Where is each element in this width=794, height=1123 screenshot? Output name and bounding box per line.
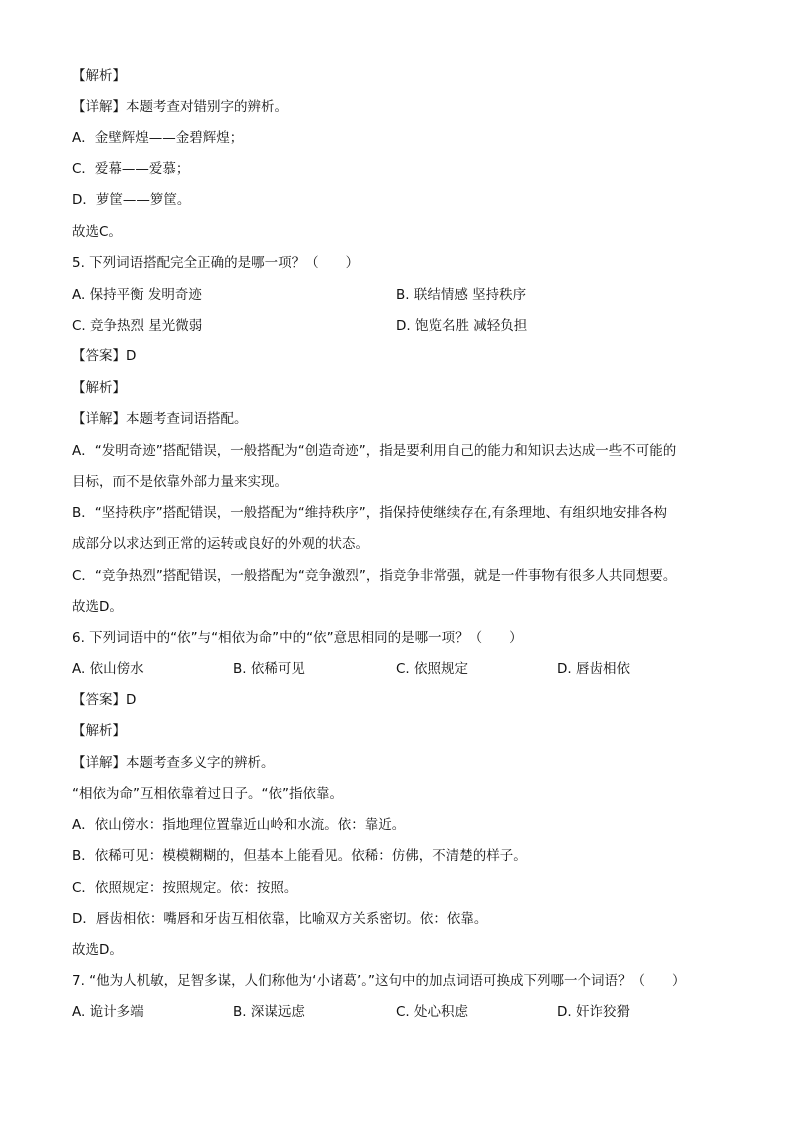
explanation-line: C．“竞争热烈”搭配错误，一般搭配为“竞争激烈”，指竞争非常强，就是一件事物有很多人共同想要。	[72, 568, 677, 584]
q5-option-b: B. 联结情感 坚持秩序	[396, 287, 527, 303]
detail-line: 【详解】本题考查对错别字的辨析。	[72, 99, 288, 115]
analysis-heading: 【解析】	[72, 68, 126, 84]
q5-option-a: A. 保持平衡 发明奇迹	[72, 287, 202, 303]
q7-option-c: C. 处心积虑	[396, 1004, 469, 1020]
explanation-line: A．金壁辉煌——金碧辉煌；	[72, 130, 244, 146]
q5-option-d: D. 饱览名胜 减轻负担	[396, 318, 528, 334]
explanation-line: B．依稀可见：模模糊糊的，但基本上能看见。依稀：仿佛，不清楚的样子。	[72, 848, 527, 864]
q6-option-a: A. 依山傍水	[72, 661, 144, 677]
detail-line: 【详解】本题考查词语搭配。	[72, 411, 248, 427]
answer-tag: 【答案】D	[72, 692, 137, 708]
q6-option-b: B. 依稀可见	[233, 661, 305, 677]
analysis-heading: 【解析】	[72, 380, 126, 396]
q7-option-b: B. 深谋远虑	[233, 1004, 305, 1020]
question-6-stem: 6. 下列词语中的“依”与“相依为命”中的“依”意思相同的是哪一项？（ ）	[72, 630, 523, 646]
q6-option-c: C. 依照规定	[396, 661, 469, 677]
explanation-line: B．“坚持秩序”搭配错误，一般搭配为“维持秩序”，指保持使继续存在,有条理地、有组织地安排各构	[72, 505, 668, 521]
q6-option-d: D. 唇齿相依	[557, 661, 630, 677]
conclusion-line: 故选C。	[72, 224, 122, 240]
explanation-line: 成部分以求达到正常的运转或良好的外观的状态。	[72, 536, 369, 552]
explanation-line: A．依山傍水：指地理位置靠近山岭和水流。依：靠近。	[72, 817, 406, 833]
explanation-line: “相依为命”互相依靠着过日子。“依”指依靠。	[72, 786, 343, 802]
explanation-line: C．依照规定：按照规定。依：按照。	[72, 880, 298, 896]
analysis-heading: 【解析】	[72, 723, 126, 739]
explanation-line: D．唇齿相依：嘴唇和牙齿互相依靠，比喻双方关系密切。依：依靠。	[72, 911, 488, 927]
explanation-line: C．爱幕——爱慕；	[72, 161, 190, 177]
explanation-line: 目标，而不是依靠外部力量来实现。	[72, 474, 288, 490]
q7-option-d: D. 奸诈狡猾	[557, 1004, 630, 1020]
question-7-stem: 7. “他为人机敏，足智多谋，人们称他为‘小诸葛’。”这句中的加点词语可换成下列哪一个词语？（ ）	[72, 973, 686, 989]
explanation-line: A．“发明奇迹”搭配错误，一般搭配为“创造奇迹”，指是要利用自己的能力和知识去达成一些不可能的	[72, 443, 677, 459]
q7-option-a: A. 诡计多端	[72, 1004, 144, 1020]
question-5-stem: 5. 下列词语搭配完全正确的是哪一项？（ ）	[72, 255, 360, 271]
conclusion-line: 故选D。	[72, 942, 123, 958]
detail-line: 【详解】本题考查多义字的辨析。	[72, 755, 275, 771]
conclusion-line: 故选D。	[72, 599, 123, 615]
explanation-line: D．萝筐——箩筐。	[72, 192, 191, 208]
answer-tag: 【答案】D	[72, 348, 137, 364]
q5-option-c: C. 竞争热烈 星光微弱	[72, 318, 203, 334]
